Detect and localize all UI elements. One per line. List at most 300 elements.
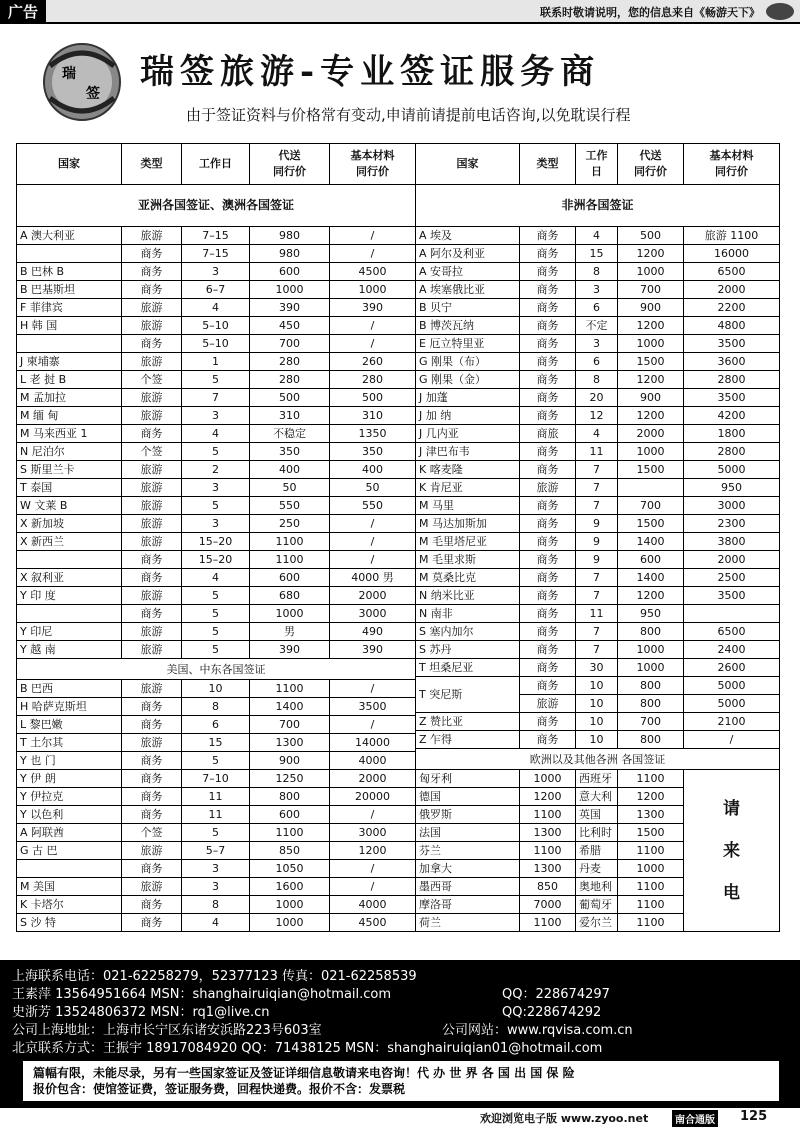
table-cell: 5 xyxy=(182,605,250,623)
table-cell: 6 xyxy=(182,716,250,734)
table-cell: 1600 xyxy=(250,878,330,896)
table-cell: 1000 xyxy=(250,896,330,914)
table-cell: K 喀麦隆 xyxy=(416,461,520,479)
table-cell: 3500 xyxy=(684,587,780,605)
table-cell: 1100 xyxy=(618,914,684,932)
table-cell: 8 xyxy=(182,698,250,716)
table-cell: 310 xyxy=(330,407,416,425)
table-cell: 商务 xyxy=(520,263,576,281)
table-cell: 7 xyxy=(182,389,250,407)
table-cell: M 孟加拉 xyxy=(17,389,122,407)
table-cell: 旅游 1100 xyxy=(684,227,780,245)
table-cell: 500 xyxy=(618,227,684,245)
table-cell: 7–15 xyxy=(182,227,250,245)
table-cell: 1000 xyxy=(250,281,330,299)
table-cell: 1400 xyxy=(618,569,684,587)
table-cell: 2300 xyxy=(684,515,780,533)
table-cell: 1100 xyxy=(618,896,684,914)
table-cell: / xyxy=(330,533,416,551)
table-cell: M 美国 xyxy=(17,878,122,896)
table-cell: 1200 xyxy=(618,788,684,806)
table-cell: 1400 xyxy=(250,698,330,716)
table-cell: 1300 xyxy=(520,860,576,878)
contact-2-info: 史浙芳 13524806372 MSN：rq1@live.cn xyxy=(12,1005,270,1020)
table-cell: 1300 xyxy=(618,806,684,824)
table-cell: 7 xyxy=(576,569,618,587)
table-cell: 310 xyxy=(250,407,330,425)
table-cell: 900 xyxy=(250,752,330,770)
table-cell: S 沙 特 xyxy=(17,914,122,932)
table-row xyxy=(17,407,416,425)
table-cell: 14000 xyxy=(330,734,416,752)
table-cell: A 埃及 xyxy=(416,227,520,245)
section-title: 欧洲以及其他各洲 各国签证 xyxy=(416,749,780,770)
table-cell: J 几内亚 xyxy=(416,425,520,443)
table-cell: 10 xyxy=(576,677,618,695)
table-cell: 400 xyxy=(250,461,330,479)
table-cell: 旅游 xyxy=(122,533,182,551)
table-cell: 旅游 xyxy=(122,497,182,515)
table-cell: 3 xyxy=(182,878,250,896)
table-row xyxy=(416,770,780,788)
table-row xyxy=(17,842,416,860)
table-cell: 7–15 xyxy=(182,245,250,263)
table-cell: 4000 xyxy=(330,896,416,914)
visa-table-right xyxy=(415,143,779,932)
table-cell: 8 xyxy=(576,371,618,389)
column-header: 类型 xyxy=(122,144,182,185)
table-row xyxy=(17,770,416,788)
table-cell: 6500 xyxy=(684,623,780,641)
company-logo-icon xyxy=(36,36,128,128)
call-note-char: 电 xyxy=(723,882,740,903)
page-title: 瑞签旅游-专业签证服务商 xyxy=(140,52,601,92)
table-cell: 1500 xyxy=(618,353,684,371)
table-cell: 390 xyxy=(250,641,330,659)
table-cell: 6500 xyxy=(684,263,780,281)
column-header: 代送 同行价 xyxy=(618,144,684,185)
table-row xyxy=(17,371,416,389)
table-cell: 20 xyxy=(576,389,618,407)
table-cell: T 土尔其 xyxy=(17,734,122,752)
table-cell: 600 xyxy=(250,806,330,824)
table-cell: 1200 xyxy=(618,371,684,389)
table-cell: M 马达加斯加 xyxy=(416,515,520,533)
table-cell: 1200 xyxy=(618,245,684,263)
table-cell: 7–10 xyxy=(182,770,250,788)
table-cell: 15 xyxy=(576,245,618,263)
column-header: 基本材料 同行价 xyxy=(684,144,780,185)
table-cell: 250 xyxy=(250,515,330,533)
table-cell: 3500 xyxy=(684,335,780,353)
table-cell: 5 xyxy=(182,443,250,461)
table-row xyxy=(416,317,780,335)
table-cell: M 莫桑比克 xyxy=(416,569,520,587)
table-cell: 商务 xyxy=(520,461,576,479)
section-row xyxy=(17,659,416,680)
table-cell: 2000 xyxy=(330,587,416,605)
table-cell: T 坦桑尼亚 xyxy=(416,659,520,677)
table-cell: 1500 xyxy=(618,515,684,533)
page-footer-bar xyxy=(0,1108,800,1127)
table-cell: 商务 xyxy=(122,281,182,299)
table-cell: 1400 xyxy=(618,533,684,551)
table-cell: 商务 xyxy=(122,551,182,569)
table-cell: 商务 xyxy=(520,299,576,317)
table-cell: 旅游 xyxy=(520,695,576,713)
table-cell: 商务 xyxy=(520,407,576,425)
table-cell: 商务 xyxy=(520,659,576,677)
table-cell: 1200 xyxy=(618,317,684,335)
table-cell: 10 xyxy=(576,713,618,731)
table-row xyxy=(17,752,416,770)
table-cell: B 贝宁 xyxy=(416,299,520,317)
table-cell: 8 xyxy=(182,896,250,914)
table-cell: / xyxy=(330,335,416,353)
table-cell: 680 xyxy=(250,587,330,605)
table-cell: 280 xyxy=(330,371,416,389)
table-cell: 1000 xyxy=(618,641,684,659)
table-cell: 4 xyxy=(182,569,250,587)
table-cell: 3 xyxy=(182,515,250,533)
section-row xyxy=(416,185,780,227)
table-cell: 4800 xyxy=(684,317,780,335)
magazine-logo-icon xyxy=(766,3,794,20)
table-row xyxy=(17,533,416,551)
table-cell: 旅游 xyxy=(122,641,182,659)
table-row xyxy=(17,497,416,515)
table-cell: M 毛里塔尼亚 xyxy=(416,533,520,551)
table-row xyxy=(17,317,416,335)
table-cell: 匈牙利 xyxy=(416,770,520,788)
table-cell: 商务 xyxy=(520,389,576,407)
table-row xyxy=(416,479,780,497)
table-cell: A 澳大利亚 xyxy=(17,227,122,245)
table-cell: 280 xyxy=(250,353,330,371)
table-row xyxy=(416,245,780,263)
table-row xyxy=(17,623,416,641)
table-cell: 390 xyxy=(330,299,416,317)
table-cell: 4500 xyxy=(330,263,416,281)
logo-char-1: 瑞 xyxy=(62,66,76,82)
table-cell: 11 xyxy=(182,806,250,824)
table-cell: 商务 xyxy=(520,515,576,533)
table-cell: L 老 挝 B xyxy=(17,371,122,389)
table-cell: 1 xyxy=(182,353,250,371)
table-row xyxy=(17,353,416,371)
table-cell: 3 xyxy=(576,335,618,353)
column-header: 工作 日 xyxy=(576,144,618,185)
table-cell: 旅游 xyxy=(520,479,576,497)
table-cell: 600 xyxy=(250,569,330,587)
table-cell: 2400 xyxy=(684,641,780,659)
table-row xyxy=(17,716,416,734)
table-cell: / xyxy=(684,731,780,749)
table-cell: S 苏丹 xyxy=(416,641,520,659)
table-cell: 3 xyxy=(576,281,618,299)
table-cell: 1200 xyxy=(618,407,684,425)
notice-line-1: 篇幅有限，未能尽录，另有一些国家签证及签证详细信息敬请来电咨询！代 办 世 界 各 国 出 国 保 险 xyxy=(33,1066,575,1080)
table-cell: 商务 xyxy=(520,623,576,641)
table-cell: 商务 xyxy=(520,371,576,389)
table-cell: 5–10 xyxy=(182,335,250,353)
table-cell: 商务 xyxy=(122,263,182,281)
table-cell: F 菲律宾 xyxy=(17,299,122,317)
table-cell: 7 xyxy=(576,461,618,479)
table-cell: 500 xyxy=(250,389,330,407)
table-cell: 1100 xyxy=(618,842,684,860)
table-row xyxy=(17,389,416,407)
table-cell: 1800 xyxy=(684,425,780,443)
column-header: 代送 同行价 xyxy=(250,144,330,185)
table-row xyxy=(17,335,416,353)
table-cell: 3000 xyxy=(684,497,780,515)
table-cell: 商旅 xyxy=(520,425,576,443)
table-row xyxy=(416,533,780,551)
table-row xyxy=(416,677,780,695)
table-row xyxy=(17,878,416,896)
table-cell: Y 伊 朗 xyxy=(17,770,122,788)
table-cell: 800 xyxy=(618,677,684,695)
table-cell: / xyxy=(330,806,416,824)
table-cell: 4 xyxy=(182,299,250,317)
table-cell: 2000 xyxy=(330,770,416,788)
table-cell: 希腊 xyxy=(576,842,618,860)
table-cell: M 缅 甸 xyxy=(17,407,122,425)
table-cell: 3 xyxy=(182,860,250,878)
table-row xyxy=(17,479,416,497)
company-website: 公司网站：www.rqvisa.com.cn xyxy=(442,1023,633,1038)
table-cell: 3 xyxy=(182,263,250,281)
table-cell: 商务 xyxy=(122,806,182,824)
table-row xyxy=(17,680,416,698)
table-cell: Y 也 门 xyxy=(17,752,122,770)
logo-char-2: 签 xyxy=(86,86,100,102)
table-row xyxy=(17,425,416,443)
table-cell: 950 xyxy=(684,479,780,497)
table-row xyxy=(416,605,780,623)
table-cell: 1350 xyxy=(330,425,416,443)
table-cell: 700 xyxy=(618,713,684,731)
table-cell: Y 印尼 xyxy=(17,623,122,641)
table-cell: 490 xyxy=(330,623,416,641)
table-cell: 8 xyxy=(576,263,618,281)
table-cell: J 加 纳 xyxy=(416,407,520,425)
table-cell: 商务 xyxy=(520,353,576,371)
source-notice: 联系时敬请说明，您的信息来自《畅游天下》 xyxy=(540,6,760,19)
table-cell: 商务 xyxy=(520,551,576,569)
table-row xyxy=(416,497,780,515)
table-cell: 5 xyxy=(182,497,250,515)
table-cell: 4 xyxy=(182,425,250,443)
table-cell: 1300 xyxy=(250,734,330,752)
table-row xyxy=(416,263,780,281)
table-cell: 850 xyxy=(520,878,576,896)
table-cell: 商务 xyxy=(520,443,576,461)
table-cell: 350 xyxy=(330,443,416,461)
table-cell: 旅游 xyxy=(122,353,182,371)
table-cell: M 毛里求斯 xyxy=(416,551,520,569)
address-line xyxy=(12,1022,800,1040)
table-row xyxy=(17,461,416,479)
table-cell: 旅游 xyxy=(122,680,182,698)
table-row xyxy=(416,587,780,605)
table-cell: 1100 xyxy=(250,551,330,569)
contact-2-qq: QQ:228674292 xyxy=(502,1005,602,1020)
table-cell: 旅游 xyxy=(122,623,182,641)
table-cell: 商务 xyxy=(520,731,576,749)
contact-2 xyxy=(12,1004,800,1022)
table-cell: 5000 xyxy=(684,695,780,713)
website-text: 欢迎浏览电子版 www.zyoo.net xyxy=(480,1112,649,1125)
table-cell: 商务 xyxy=(122,716,182,734)
table-row xyxy=(416,623,780,641)
table-cell: X 新加坡 xyxy=(17,515,122,533)
table-cell: 980 xyxy=(250,227,330,245)
table-cell: K 肯尼亚 xyxy=(416,479,520,497)
table-cell: 商务 xyxy=(122,914,182,932)
table-cell: 3500 xyxy=(330,698,416,716)
beijing-contact: 北京联系方式：王振宇 18917084920 QQ：71438125 MSN：shanghairuiqian01@hotmail.com xyxy=(12,1041,603,1056)
table-cell: / xyxy=(330,245,416,263)
table-row xyxy=(416,443,780,461)
table-cell: 2000 xyxy=(618,425,684,443)
table-cell: 1000 xyxy=(520,770,576,788)
table-cell: Y 伊拉克 xyxy=(17,788,122,806)
table-cell: 不稳定 xyxy=(250,425,330,443)
table-cell: 15–20 xyxy=(182,533,250,551)
table-row xyxy=(416,281,780,299)
table-cell: 12 xyxy=(576,407,618,425)
table-cell: 1000 xyxy=(250,605,330,623)
table-cell: 商务 xyxy=(520,569,576,587)
page-subtitle: 由于签证资料与价格常有变动,申请前请提前电话咨询,以免耽误行程 xyxy=(186,106,631,124)
table-cell: 5 xyxy=(182,623,250,641)
table-cell: 800 xyxy=(618,731,684,749)
table-row xyxy=(17,860,416,878)
table-cell: 商务 xyxy=(122,752,182,770)
page-number: 125 xyxy=(740,1109,768,1124)
table-cell: 商务 xyxy=(520,641,576,659)
table-cell: 2 xyxy=(182,461,250,479)
table-cell: 1300 xyxy=(520,824,576,842)
table-cell: B 巴基斯坦 xyxy=(17,281,122,299)
table-cell: / xyxy=(330,515,416,533)
table-cell: N 南非 xyxy=(416,605,520,623)
table-cell: 西班牙 xyxy=(576,770,618,788)
table-cell xyxy=(684,605,780,623)
table-cell: 旅游 xyxy=(122,842,182,860)
table-cell: 商务 xyxy=(520,497,576,515)
table-cell: 5 xyxy=(182,371,250,389)
table-cell: A 阿联酋 xyxy=(17,824,122,842)
table-cell: 旅游 xyxy=(122,734,182,752)
table-cell: 2200 xyxy=(684,299,780,317)
table-cell: 7000 xyxy=(520,896,576,914)
table-cell: / xyxy=(330,317,416,335)
table-cell: 800 xyxy=(618,623,684,641)
ad-tag: 广告 xyxy=(0,0,46,24)
table-cell: 1100 xyxy=(250,680,330,698)
table-cell: 个签 xyxy=(122,824,182,842)
table-cell: 2800 xyxy=(684,443,780,461)
table-row xyxy=(17,551,416,569)
table-cell: 商务 xyxy=(122,860,182,878)
section-title: 美国、中东各国签证 xyxy=(17,659,416,680)
table-row xyxy=(17,281,416,299)
edition-tag: 南合通版 xyxy=(672,1110,718,1127)
table-cell: 10 xyxy=(576,731,618,749)
table-cell: 500 xyxy=(330,389,416,407)
table-cell: / xyxy=(330,860,416,878)
table-row xyxy=(416,569,780,587)
table-cell: 800 xyxy=(250,788,330,806)
table-row xyxy=(416,227,780,245)
table-cell: 摩洛哥 xyxy=(416,896,520,914)
table-row xyxy=(17,605,416,623)
notice-line-2: 报价包含：使馆签证费，签证服务费，回程快递费。报价不含：发票税 xyxy=(33,1082,406,1096)
table-cell: 商务 xyxy=(122,569,182,587)
table-cell: L 黎巴嫩 xyxy=(17,716,122,734)
table-row xyxy=(17,515,416,533)
table-cell: 4000 男 xyxy=(330,569,416,587)
table-cell: 1200 xyxy=(520,788,576,806)
table-cell: T 突尼斯 xyxy=(416,677,520,713)
table-cell: 商务 xyxy=(122,698,182,716)
table-row xyxy=(416,425,780,443)
table-cell: 1000 xyxy=(250,914,330,932)
visa-table-left xyxy=(16,143,415,932)
table-cell: 600 xyxy=(250,263,330,281)
table-cell: 1000 xyxy=(330,281,416,299)
table-cell: 16000 xyxy=(684,245,780,263)
table-cell: 丹麦 xyxy=(576,860,618,878)
table-cell: 商务 xyxy=(520,605,576,623)
table-cell: 1100 xyxy=(618,878,684,896)
table-cell: 260 xyxy=(330,353,416,371)
table-cell: 1100 xyxy=(520,842,576,860)
table-cell: 5 xyxy=(182,587,250,605)
table-row xyxy=(17,824,416,842)
table-cell: 商务 xyxy=(520,335,576,353)
table-cell: 旅游 xyxy=(122,299,182,317)
table-cell: 6 xyxy=(576,299,618,317)
table-row xyxy=(17,734,416,752)
table-cell: 850 xyxy=(250,842,330,860)
table-cell: 7 xyxy=(576,479,618,497)
table-cell: 390 xyxy=(330,641,416,659)
table-cell: 10 xyxy=(182,680,250,698)
table-cell: 意大利 xyxy=(576,788,618,806)
table-cell: B 博茨瓦纳 xyxy=(416,317,520,335)
table-cell: 不定 xyxy=(576,317,618,335)
table-cell: Z 乍得 xyxy=(416,731,520,749)
table-cell: J 柬埔寨 xyxy=(17,353,122,371)
table-cell: A 阿尔及利亚 xyxy=(416,245,520,263)
table-cell xyxy=(618,479,684,497)
contact-1 xyxy=(12,986,800,1004)
table-row xyxy=(416,551,780,569)
table-row xyxy=(416,641,780,659)
table-cell: 爱尔兰 xyxy=(576,914,618,932)
table-cell: 商务 xyxy=(122,896,182,914)
table-cell: X 新西兰 xyxy=(17,533,122,551)
table-cell: 个签 xyxy=(122,371,182,389)
table-cell: / xyxy=(330,551,416,569)
table-cell: 11 xyxy=(576,605,618,623)
table-cell: G 古 巴 xyxy=(17,842,122,860)
table-cell: 2000 xyxy=(684,551,780,569)
